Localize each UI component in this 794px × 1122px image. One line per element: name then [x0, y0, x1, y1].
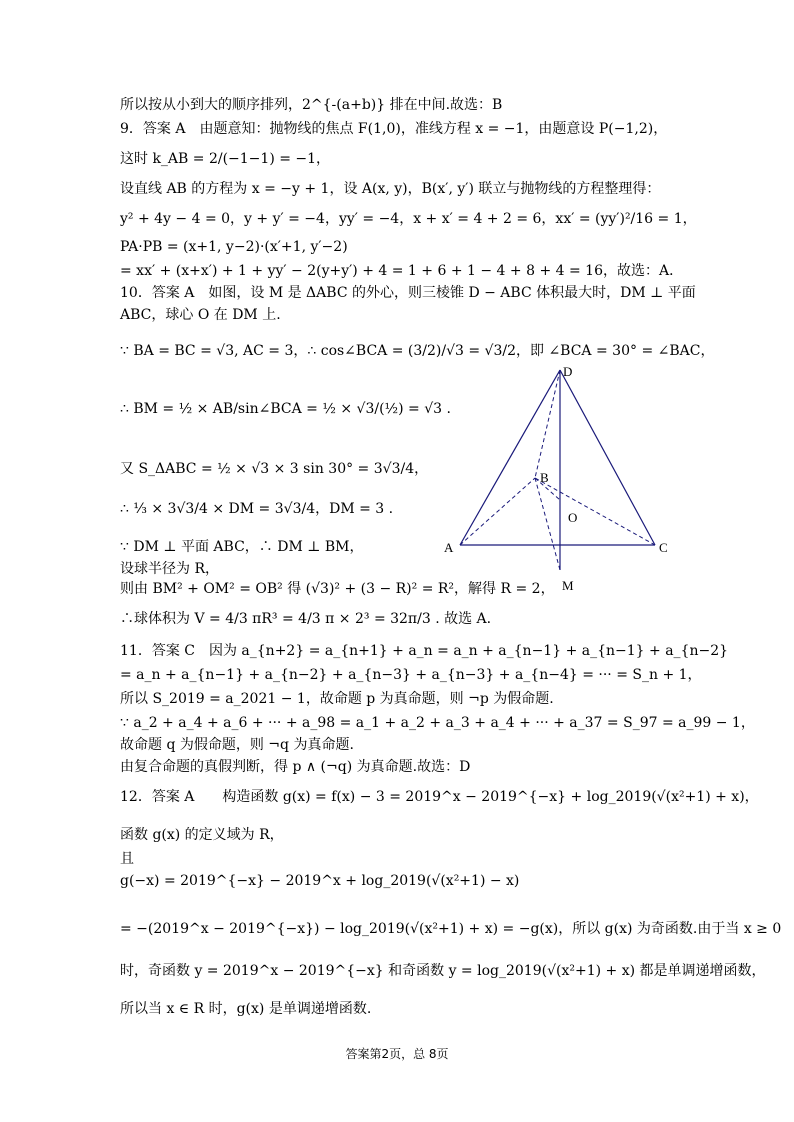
- text-line: PA·PB = (x+1, y−2)·(x′+1, y′−2): [120, 239, 348, 255]
- label-M: M: [562, 578, 574, 593]
- text-line: ∴ BM = ½ × AB/sin∠BCA = ½ × √3/(½) = √3 .: [120, 401, 451, 417]
- label-D: D: [563, 364, 573, 379]
- text-line: = xx′ + (x+x′) + 1 + yy′ − 2(y+y′) + 4 = 1 + 6 + 1 − 4 + 8 + 4 = 16，故选：A．: [120, 263, 684, 279]
- text-line: 函数 g(x) 的定义域为 R，: [120, 827, 284, 843]
- text-line: 且: [120, 851, 134, 867]
- text-line: 时，奇函数 y = 2019^x − 2019^{−x} 和奇函数 y = log_2019(√(x²+1) + x) 都是单调递增函数，: [120, 963, 766, 979]
- text-line: 11．答案 C 因为 a_{n+2} = a_{n+1} + a_n = a_n + a_{n−1} + a_{n−1} + a_{n−2}: [120, 643, 729, 659]
- text-line: = −(2019^x − 2019^{−x}) − log_2019(√(x²+1) + x) = −g(x)，所以 g(x) 为奇函数.由于当 x ≥ 0: [120, 921, 782, 937]
- text-line: 所以 S_2019 = a_2021 − 1，故命题 p 为真命题，则 ¬p 为假命题.: [120, 691, 554, 707]
- text-line: 所以按从小到大的顺序排列，2^{-(a+b)} 排在中间.故选：B: [120, 97, 503, 113]
- text-line: 10．答案 A 如图，设 M 是 ΔABC 的外心，则三棱锥 D − ABC 体积最大时，DM ⊥ 平面: [120, 285, 696, 301]
- text-line: ∵ BA = BC = √3, AC = 3，∴ cos∠BCA = (3/2)/√3 = √3/2，即 ∠BCA = 30° = ∠BAC，: [120, 343, 715, 359]
- edge-DA: [460, 370, 560, 545]
- label-A: A: [444, 540, 454, 555]
- label-O: O: [568, 510, 578, 525]
- text-line: 故命题 q 为假命题，则 ¬q 为真命题.: [120, 737, 354, 753]
- edge-AB: [460, 478, 535, 545]
- page-footer: 答案第2页，总 8页: [345, 1047, 449, 1061]
- text-line: 又 S_ΔABC = ½ × √3 × 3 sin 30° = 3√3/4，: [120, 461, 429, 477]
- text-line: ∴球体积为 V = 4/3 πR³ = 4/3 π × 2³ = 32π/3 . 故选 A.: [120, 611, 492, 627]
- text-line: = a_n + a_{n−1} + a_{n−2} + a_{n−3} + a_{n−3} + a_{n−4} = ··· = S_n + 1，: [120, 667, 702, 683]
- text-line: ∵ a_2 + a_4 + a_6 + ··· + a_98 = a_1 + a_2 + a_3 + a_4 + ··· + a_37 = S_97 = a_99 − 1，: [120, 715, 755, 731]
- text-line: 这时 k_AB = 2/(−1−1) = −1，: [120, 151, 331, 167]
- text-line: ∵ DM ⊥ 平面 ABC，∴ DM ⊥ BM，: [120, 539, 364, 555]
- text-line: 12．答案 A 构造函数 g(x) = f(x) − 3 = 2019^x − 2019^{−x} + log_2019(√(x²+1) + x)，: [120, 789, 759, 805]
- text-line: y² + 4y − 4 = 0，y + y′ = −4，yy′ = −4，x + x′ = 4 + 2 = 6，xx′ = (yy′)²/16 = 1，: [120, 211, 697, 227]
- text-line: ∴ ⅓ × 3√3/4 × DM = 3√3/4，DM = 3 .: [120, 501, 394, 517]
- text-line: 设直线 AB 的方程为 x = −y + 1，设 A(x, y)，B(x′, y′) 联立与抛物线的方程整理得：: [120, 181, 661, 197]
- text-line: ABC，球心 O 在 DM 上.: [120, 307, 281, 323]
- segment-BM: [535, 478, 560, 570]
- text-line: 9．答案 A 由题意知：抛物线的焦点 F(1,0)，准线方程 x = −1，由题意设 P(−1,2)，: [120, 121, 668, 137]
- text-line: 由复合命题的真假判断，得 p ∧ (¬q) 为真命题.故选：D: [120, 759, 471, 775]
- label-C: C: [659, 540, 668, 555]
- text-line: g(−x) = 2019^{−x} − 2019^x + log_2019(√(x²+1) − x): [120, 873, 520, 889]
- edge-DB: [535, 370, 560, 478]
- text-line: 所以当 x ∈ R 时，g(x) 是单调递增函数.: [120, 1001, 372, 1017]
- text-line: 则由 BM² + OM² = OB² 得 (√3)² + (3 − R)² = R²，解得 R = 2，: [120, 581, 555, 597]
- label-B: B: [540, 470, 549, 485]
- text-line: 设球半径为 R，: [120, 561, 219, 577]
- tetrahedron-figure: [430, 360, 680, 600]
